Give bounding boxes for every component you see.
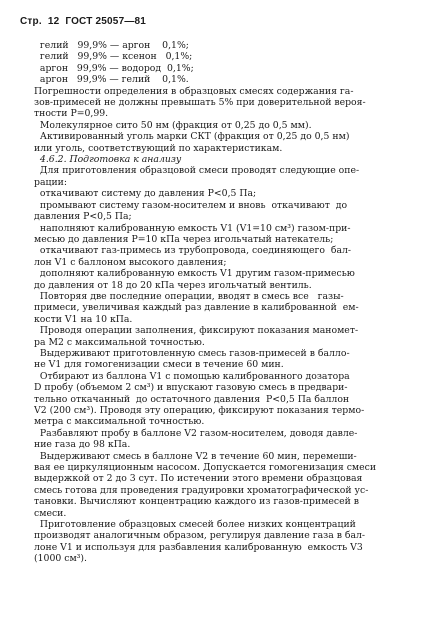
text-line: (1000 см³). [34, 553, 87, 565]
text-line: Отбирают из баллона V1 с помощью калиброванного дозатора [34, 370, 350, 382]
text-line: промывают систему газом-носителем и вновь откачивают до [34, 199, 348, 211]
text-line: Разбавляют пробу в баллоне V2 газом-носителем, доводя давле- [34, 427, 358, 439]
text-line: аргон 99,9% — водород 0,1%; [34, 62, 194, 74]
text-line: аргон 99,9% — гелий 0,1%. [34, 74, 189, 86]
text-line: Выдерживают приготовленную смесь газов-примесей в балло- [34, 347, 350, 359]
text-line: зов-примесей не должны превышать 5% при доверительной вероя- [34, 97, 366, 109]
document-body [34, 40, 402, 565]
text-line: гелий 99,9% — аргон 0,1%; [34, 40, 189, 51]
text-line: лон V1 с баллоном высокого давления; [34, 256, 227, 268]
text-line: рации: [34, 176, 67, 188]
text-line: смесь готова для проведения градуировки хроматографической ус- [34, 484, 369, 496]
text-line: тности P=0,99. [34, 108, 109, 120]
text-line: не V1 для гомогенизации смеси в течение 60 мин. [34, 359, 284, 371]
page-number: 12 [47, 16, 60, 27]
text-line: ние газа до 98 кПа. [34, 439, 131, 451]
text-line: ра M2 с максимальной точностью. [34, 336, 205, 348]
text-line: наполняют калиброванную емкость V1 (V1=10 см³) газом-при- [34, 222, 351, 234]
text-line: Активированный уголь марки СКТ (фракция от 0,25 до 0,5 нм) [34, 131, 350, 143]
text-line: производят аналогичным образом, регулируя давление газа в бал- [34, 530, 366, 542]
text-line: Молекулярное сито 50 нм (фракция от 0,25 до 0,5 мм). [34, 119, 312, 131]
text-line: тельно откачанный до остаточного давления P<0,5 Па баллон [34, 393, 350, 405]
text-line: Выдерживают смесь в баллоне V2 в течение 60 мин, перемеши- [34, 450, 357, 462]
text-line: Приготовление образцовых смесей более низких концентраций [34, 519, 356, 531]
text-line: или уголь, соответствующий по характеристикам. [34, 142, 283, 154]
text-line: кости V1 на 10 кПа. [34, 313, 133, 325]
text-line: Погрешности определения в образцовых смесях содержания га- [34, 85, 354, 97]
text-line: вая ее циркуляционным насосом. Допускается гомогенизация смеси [34, 462, 377, 474]
text-line: смеси. [34, 507, 67, 519]
text-line: месью до давления P=10 кПа через игольчатый натекатель; [34, 233, 334, 245]
text-line: дополняют калиброванную емкость V1 другим газом-примесью [34, 268, 355, 280]
text-line: давления P<0,5 Па; [34, 211, 132, 223]
text-line: гелий 99,9% — ксенон 0,1%; [34, 51, 193, 63]
text-line: откачивают газ-примесь из трубопровода, соединяющего бал- [34, 245, 352, 257]
text-line: выдержкой от 2 до 3 сут. По истечении этого времени образцовая [34, 473, 363, 485]
text-line: откачивают систему до давления P<0,5 Па; [34, 188, 257, 200]
text-line: примеси, увеличивая каждый раз давление в калиброванной ем- [34, 302, 359, 314]
standard-designation: ГОСТ 25057—81 [65, 16, 147, 27]
page-label: Стр. [20, 16, 42, 27]
text-line: до давления от 18 до 20 кПа через игольчатый вентиль. [34, 279, 312, 291]
text-line: D пробу (объемом 2 см³) и впускают газовую смесь в предвари- [34, 382, 348, 394]
text-line: Для приготовления образцовой смеси проводят следующие опе- [34, 165, 360, 177]
text-line: метра с максимальной точностью. [34, 416, 205, 428]
text-line: Повторяя две последние операции, вводят в смесь все газы- [34, 290, 344, 302]
text-line: V2 (200 см³). Проводя эту операцию, фиксируют показания термо- [34, 405, 365, 416]
section-heading: 4.6.2. Подготовка к анализу [34, 154, 182, 166]
text-line: тановки. Вычисляют концентрацию каждого из газов-примесей в [34, 496, 360, 508]
text-line: Проводя операции заполнения, фиксируют показания маномет- [34, 325, 359, 337]
page-header [20, 16, 152, 27]
text-line: лоне V1 и используя для разбавления калиброванную емкость V3 [34, 541, 363, 553]
